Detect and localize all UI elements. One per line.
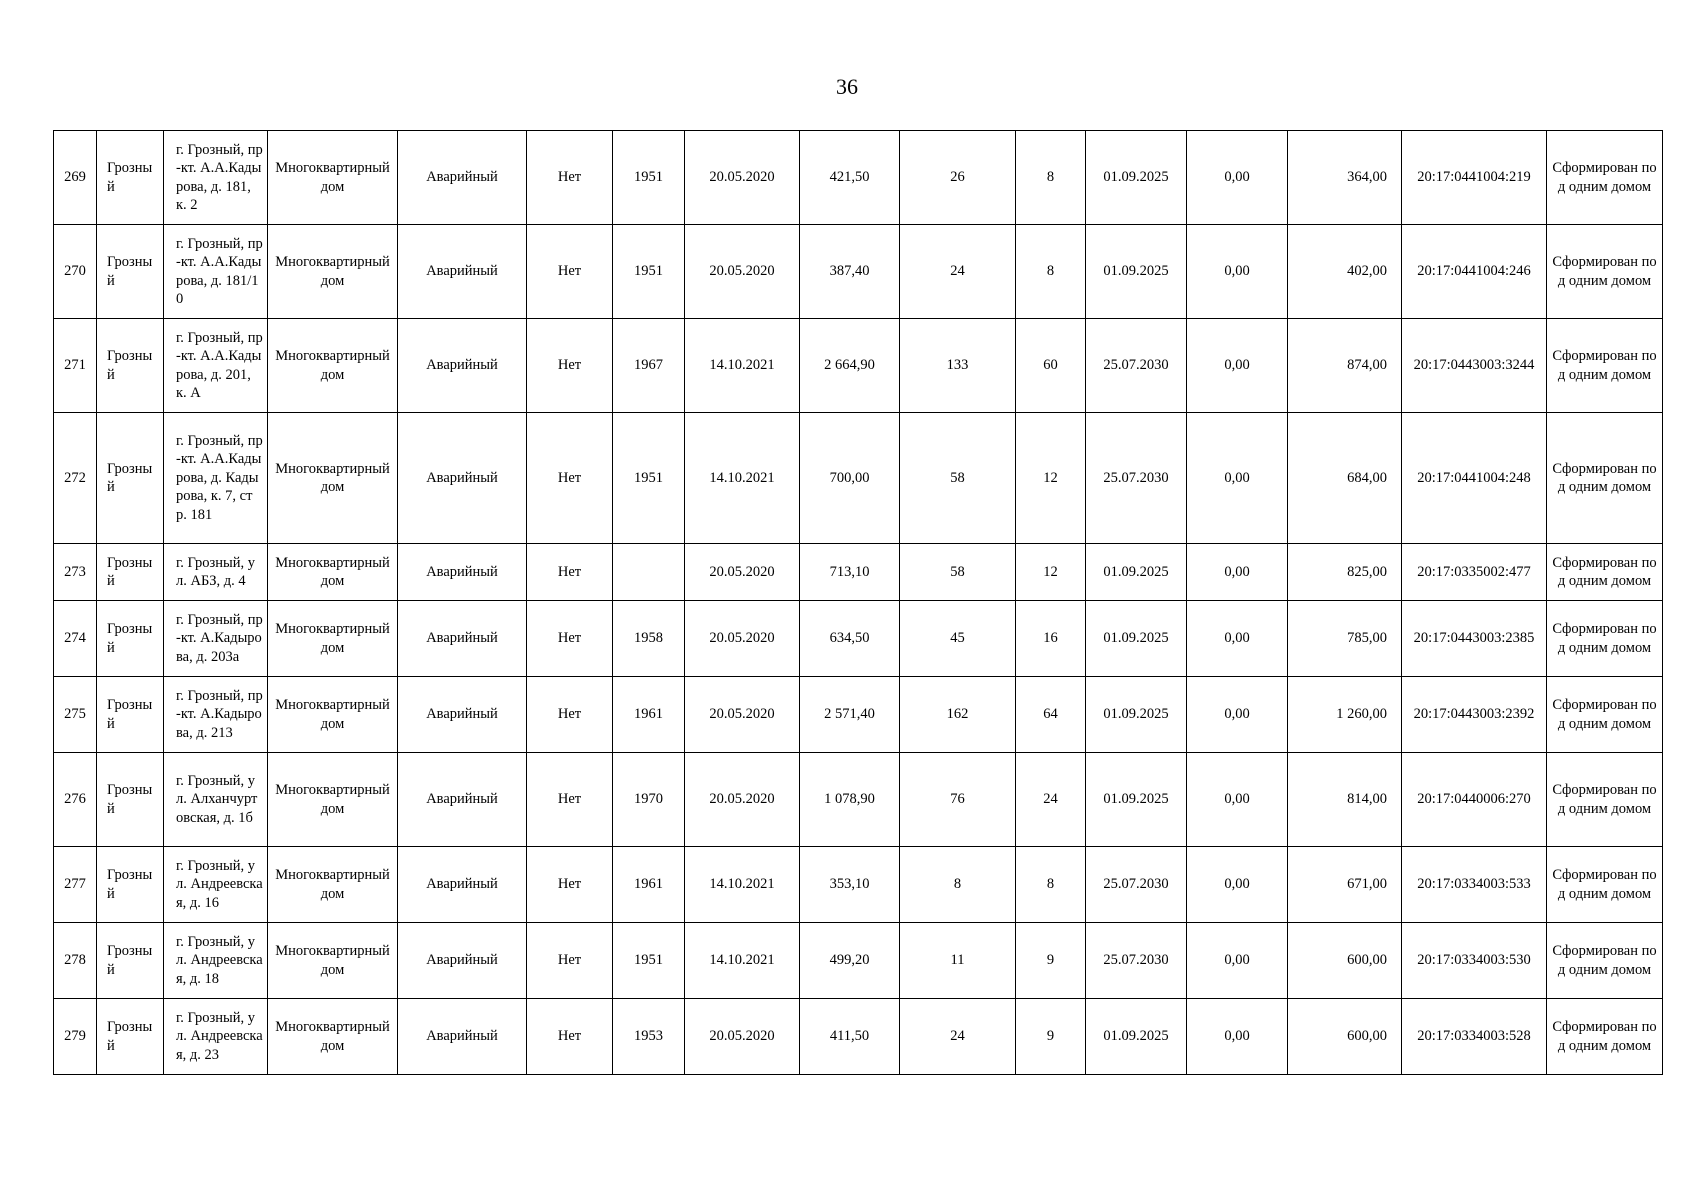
- value1-cell: 0,00: [1187, 319, 1288, 413]
- row-number: 273: [54, 544, 97, 601]
- date-recognized-cell: 14.10.2021: [685, 923, 800, 999]
- flats-cell: 8: [1016, 225, 1086, 319]
- area-cell: 499,20: [800, 923, 900, 999]
- city-cell: Грозный: [97, 131, 164, 225]
- residents-cell: 26: [900, 131, 1016, 225]
- cadastral-number-cell: 20:17:0443003:3244: [1402, 319, 1547, 413]
- note-cell: Сформирован под одним домом: [1547, 413, 1663, 544]
- residents-cell: 24: [900, 999, 1016, 1075]
- address-cell: г. Грозный, ул. АБЗ, д. 4: [164, 544, 268, 601]
- residents-cell: 11: [900, 923, 1016, 999]
- city-cell: Грозный: [97, 225, 164, 319]
- note-cell: Сформирован под одним домом: [1547, 677, 1663, 753]
- status-cell: Аварийный: [398, 319, 527, 413]
- date-recognized-cell: 20.05.2020: [685, 677, 800, 753]
- building-type-cell: Многоквартирный дом: [268, 544, 398, 601]
- status-cell: Аварийный: [398, 601, 527, 677]
- area-cell: 2 571,40: [800, 677, 900, 753]
- date-recognized-cell: 14.10.2021: [685, 413, 800, 544]
- value1-cell: 0,00: [1187, 923, 1288, 999]
- building-type-cell: Многоквартирный дом: [268, 413, 398, 544]
- city-cell: Грозный: [97, 677, 164, 753]
- date-recognized-cell: 20.05.2020: [685, 601, 800, 677]
- row-number: 276: [54, 753, 97, 847]
- building-type-cell: Многоквартирный дом: [268, 131, 398, 225]
- area-cell: 2 664,90: [800, 319, 900, 413]
- city-cell: Грозный: [97, 923, 164, 999]
- value1-cell: 0,00: [1187, 999, 1288, 1075]
- flag-cell: Нет: [527, 413, 613, 544]
- cadastral-number-cell: 20:17:0334003:528: [1402, 999, 1547, 1075]
- status-cell: Аварийный: [398, 413, 527, 544]
- flag-cell: Нет: [527, 131, 613, 225]
- flag-cell: Нет: [527, 677, 613, 753]
- city-cell: Грозный: [97, 999, 164, 1075]
- building-type-cell: Многоквартирный дом: [268, 601, 398, 677]
- year-built-cell: 1970: [613, 753, 685, 847]
- row-number: 269: [54, 131, 97, 225]
- year-built-cell: 1951: [613, 413, 685, 544]
- address-cell: г. Грозный, пр-кт. А.А.Кадырова, д. 181/10: [164, 225, 268, 319]
- note-cell: Сформирован под одним домом: [1547, 847, 1663, 923]
- date-recognized-cell: 20.05.2020: [685, 544, 800, 601]
- city-cell: Грозный: [97, 847, 164, 923]
- value2-cell: 1 260,00: [1288, 677, 1402, 753]
- residents-cell: 133: [900, 319, 1016, 413]
- area-cell: 1 078,90: [800, 753, 900, 847]
- address-cell: г. Грозный, пр-кт. А.А.Кадырова, д. 181, к. 2: [164, 131, 268, 225]
- table-row: [54, 847, 1663, 923]
- flag-cell: Нет: [527, 225, 613, 319]
- cadastral-number-cell: 20:17:0441004:246: [1402, 225, 1547, 319]
- address-cell: г. Грозный, пр-кт. А.А.Кадырова, д. 201, к. А: [164, 319, 268, 413]
- table-row: [54, 999, 1663, 1075]
- note-cell: Сформирован под одним домом: [1547, 753, 1663, 847]
- status-cell: Аварийный: [398, 131, 527, 225]
- planned-date-cell: 01.09.2025: [1086, 999, 1187, 1075]
- flats-cell: 9: [1016, 923, 1086, 999]
- table-row: [54, 601, 1663, 677]
- value2-cell: 600,00: [1288, 923, 1402, 999]
- year-built-cell: 1951: [613, 225, 685, 319]
- table-body: [54, 131, 1663, 1075]
- address-cell: г. Грозный, ул. Андреевская, д. 23: [164, 999, 268, 1075]
- value2-cell: 364,00: [1288, 131, 1402, 225]
- residents-cell: 24: [900, 225, 1016, 319]
- flats-cell: 64: [1016, 677, 1086, 753]
- cadastral-number-cell: 20:17:0440006:270: [1402, 753, 1547, 847]
- residents-cell: 58: [900, 413, 1016, 544]
- planned-date-cell: 25.07.2030: [1086, 923, 1187, 999]
- flag-cell: Нет: [527, 753, 613, 847]
- date-recognized-cell: 14.10.2021: [685, 847, 800, 923]
- note-cell: Сформирован под одним домом: [1547, 544, 1663, 601]
- flats-cell: 16: [1016, 601, 1086, 677]
- year-built-cell: 1953: [613, 999, 685, 1075]
- value2-cell: 600,00: [1288, 999, 1402, 1075]
- value2-cell: 684,00: [1288, 413, 1402, 544]
- area-cell: 713,10: [800, 544, 900, 601]
- planned-date-cell: 01.09.2025: [1086, 131, 1187, 225]
- address-cell: г. Грозный, ул. Андреевская, д. 18: [164, 923, 268, 999]
- planned-date-cell: 01.09.2025: [1086, 601, 1187, 677]
- note-cell: Сформирован под одним домом: [1547, 131, 1663, 225]
- year-built-cell: [613, 544, 685, 601]
- cadastral-number-cell: 20:17:0334003:533: [1402, 847, 1547, 923]
- residents-cell: 8: [900, 847, 1016, 923]
- flats-cell: 60: [1016, 319, 1086, 413]
- flats-cell: 12: [1016, 544, 1086, 601]
- year-built-cell: 1951: [613, 923, 685, 999]
- flag-cell: Нет: [527, 544, 613, 601]
- year-built-cell: 1961: [613, 847, 685, 923]
- status-cell: Аварийный: [398, 847, 527, 923]
- value2-cell: 825,00: [1288, 544, 1402, 601]
- row-number: 277: [54, 847, 97, 923]
- planned-date-cell: 01.09.2025: [1086, 544, 1187, 601]
- value2-cell: 785,00: [1288, 601, 1402, 677]
- city-cell: Грозный: [97, 544, 164, 601]
- residents-cell: 162: [900, 677, 1016, 753]
- status-cell: Аварийный: [398, 923, 527, 999]
- value2-cell: 814,00: [1288, 753, 1402, 847]
- planned-date-cell: 01.09.2025: [1086, 225, 1187, 319]
- value1-cell: 0,00: [1187, 847, 1288, 923]
- area-cell: 411,50: [800, 999, 900, 1075]
- residents-cell: 58: [900, 544, 1016, 601]
- address-cell: г. Грозный, ул. Андреевская, д. 16: [164, 847, 268, 923]
- row-number: 279: [54, 999, 97, 1075]
- date-recognized-cell: 20.05.2020: [685, 999, 800, 1075]
- year-built-cell: 1967: [613, 319, 685, 413]
- status-cell: Аварийный: [398, 999, 527, 1075]
- flats-cell: 9: [1016, 999, 1086, 1075]
- building-type-cell: Многоквартирный дом: [268, 677, 398, 753]
- date-recognized-cell: 20.05.2020: [685, 225, 800, 319]
- note-cell: Сформирован под одним домом: [1547, 319, 1663, 413]
- date-recognized-cell: 20.05.2020: [685, 131, 800, 225]
- table-row: [54, 544, 1663, 601]
- cadastral-number-cell: 20:17:0443003:2392: [1402, 677, 1547, 753]
- value2-cell: 402,00: [1288, 225, 1402, 319]
- note-cell: Сформирован под одним домом: [1547, 225, 1663, 319]
- city-cell: Грозный: [97, 413, 164, 544]
- cadastral-number-cell: 20:17:0443003:2385: [1402, 601, 1547, 677]
- area-cell: 421,50: [800, 131, 900, 225]
- row-number: 274: [54, 601, 97, 677]
- year-built-cell: 1951: [613, 131, 685, 225]
- planned-date-cell: 01.09.2025: [1086, 753, 1187, 847]
- city-cell: Грозный: [97, 319, 164, 413]
- address-cell: г. Грозный, пр-кт. А.Кадырова, д. 213: [164, 677, 268, 753]
- residents-cell: 76: [900, 753, 1016, 847]
- planned-date-cell: 25.07.2030: [1086, 413, 1187, 544]
- page-number: 36: [836, 74, 858, 99]
- flats-cell: 8: [1016, 847, 1086, 923]
- housing-registry-table: [53, 130, 1663, 1075]
- row-number: 275: [54, 677, 97, 753]
- year-built-cell: 1961: [613, 677, 685, 753]
- value1-cell: 0,00: [1187, 131, 1288, 225]
- value1-cell: 0,00: [1187, 544, 1288, 601]
- city-cell: Грозный: [97, 753, 164, 847]
- value1-cell: 0,00: [1187, 677, 1288, 753]
- flag-cell: Нет: [527, 923, 613, 999]
- cadastral-number-cell: 20:17:0335002:477: [1402, 544, 1547, 601]
- cadastral-number-cell: 20:17:0441004:248: [1402, 413, 1547, 544]
- building-type-cell: Многоквартирный дом: [268, 225, 398, 319]
- building-type-cell: Многоквартирный дом: [268, 847, 398, 923]
- table-row: [54, 413, 1663, 544]
- building-type-cell: Многоквартирный дом: [268, 319, 398, 413]
- flag-cell: Нет: [527, 999, 613, 1075]
- value1-cell: 0,00: [1187, 413, 1288, 544]
- planned-date-cell: 25.07.2030: [1086, 319, 1187, 413]
- flag-cell: Нет: [527, 601, 613, 677]
- table-row: [54, 225, 1663, 319]
- status-cell: Аварийный: [398, 544, 527, 601]
- cadastral-number-cell: 20:17:0441004:219: [1402, 131, 1547, 225]
- status-cell: Аварийный: [398, 677, 527, 753]
- flag-cell: Нет: [527, 847, 613, 923]
- row-number: 270: [54, 225, 97, 319]
- status-cell: Аварийный: [398, 753, 527, 847]
- flats-cell: 8: [1016, 131, 1086, 225]
- address-cell: г. Грозный, пр-кт. А.А.Кадырова, д. Кадырова, к. 7, стр. 181: [164, 413, 268, 544]
- area-cell: 700,00: [800, 413, 900, 544]
- planned-date-cell: 25.07.2030: [1086, 847, 1187, 923]
- date-recognized-cell: 20.05.2020: [685, 753, 800, 847]
- value2-cell: 671,00: [1288, 847, 1402, 923]
- area-cell: 387,40: [800, 225, 900, 319]
- value1-cell: 0,00: [1187, 753, 1288, 847]
- note-cell: Сформирован под одним домом: [1547, 999, 1663, 1075]
- area-cell: 353,10: [800, 847, 900, 923]
- value2-cell: 874,00: [1288, 319, 1402, 413]
- value1-cell: 0,00: [1187, 225, 1288, 319]
- row-number: 271: [54, 319, 97, 413]
- note-cell: Сформирован под одним домом: [1547, 923, 1663, 999]
- building-type-cell: Многоквартирный дом: [268, 753, 398, 847]
- row-number: 272: [54, 413, 97, 544]
- note-cell: Сформирован под одним домом: [1547, 601, 1663, 677]
- building-type-cell: Многоквартирный дом: [268, 999, 398, 1075]
- area-cell: 634,50: [800, 601, 900, 677]
- row-number: 278: [54, 923, 97, 999]
- address-cell: г. Грозный, пр-кт. А.Кадырова, д. 203а: [164, 601, 268, 677]
- flats-cell: 12: [1016, 413, 1086, 544]
- city-cell: Грозный: [97, 601, 164, 677]
- table-row: [54, 319, 1663, 413]
- table-row: [54, 131, 1663, 225]
- address-cell: г. Грозный, ул. Алханчуртовская, д. 1б: [164, 753, 268, 847]
- value1-cell: 0,00: [1187, 601, 1288, 677]
- status-cell: Аварийный: [398, 225, 527, 319]
- year-built-cell: 1958: [613, 601, 685, 677]
- flats-cell: 24: [1016, 753, 1086, 847]
- residents-cell: 45: [900, 601, 1016, 677]
- table-row: [54, 677, 1663, 753]
- table-row: [54, 923, 1663, 999]
- table-row: [54, 753, 1663, 847]
- cadastral-number-cell: 20:17:0334003:530: [1402, 923, 1547, 999]
- date-recognized-cell: 14.10.2021: [685, 319, 800, 413]
- planned-date-cell: 01.09.2025: [1086, 677, 1187, 753]
- building-type-cell: Многоквартирный дом: [268, 923, 398, 999]
- flag-cell: Нет: [527, 319, 613, 413]
